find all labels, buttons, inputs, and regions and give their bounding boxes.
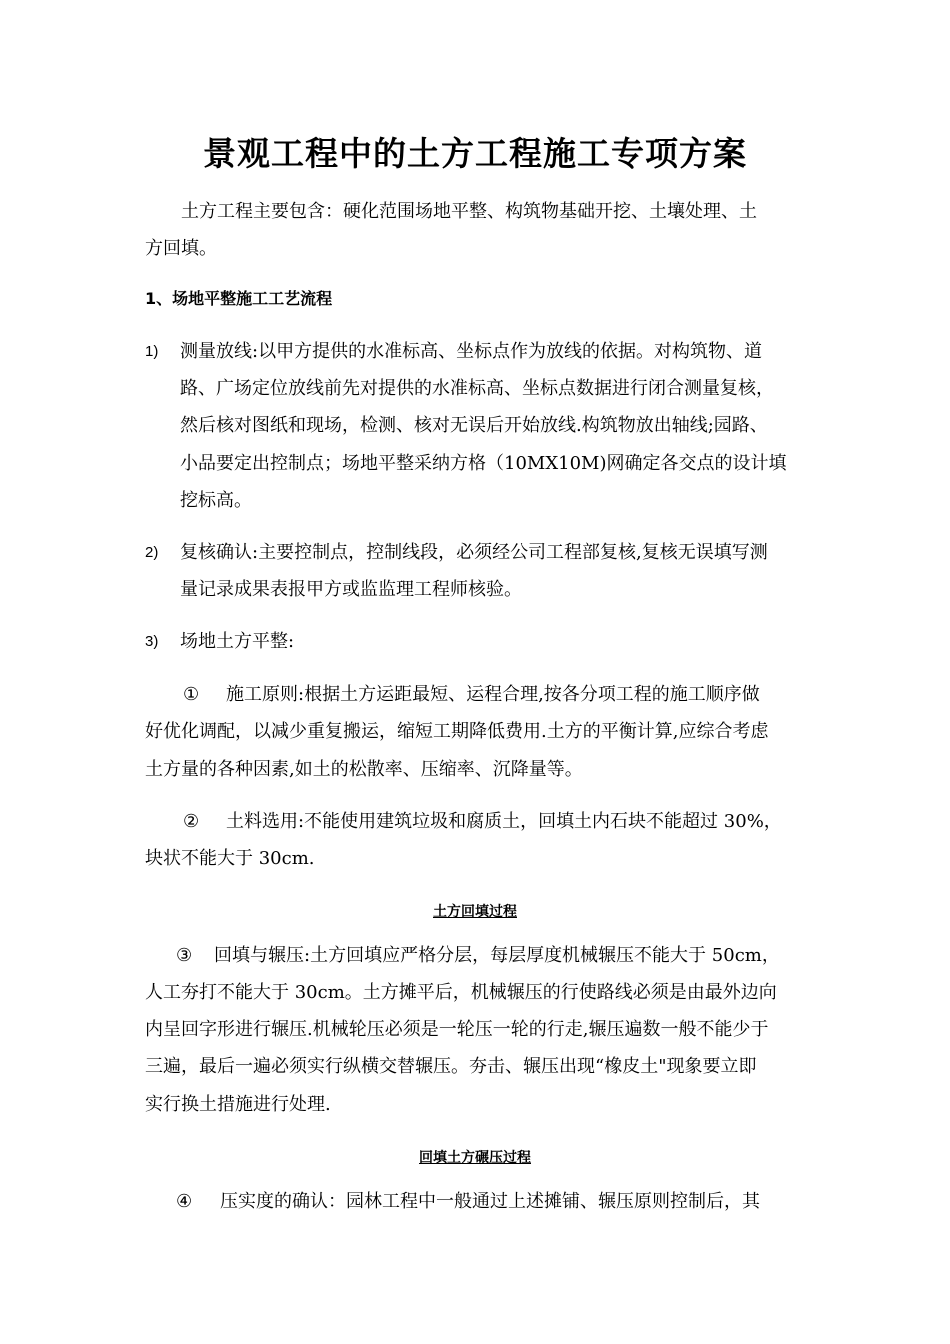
sub-item-line: 施工原则:根据土方运距最短、运程合理,按各分项工程的施工顺序做	[226, 684, 760, 705]
sub-item-line: 人工夯打不能大于 30cm。土方摊平后，机械辗压的行使路线必须是由最外边向	[145, 982, 777, 1003]
sub-item-line: 内呈回字形进行辗压.机械轮压必须是一轮压一轮的行走,辗压遍数一般不能少于	[145, 1019, 769, 1040]
item-number: 3)	[145, 633, 159, 650]
item-line: 量记录成果表报甲方或监监理工程师核验。	[180, 579, 522, 600]
circled-marker: ③	[176, 945, 193, 966]
sub-item-line: 土料选用:不能使用建筑垃圾和腐质土，回填土内石块不能超过 30%，	[226, 811, 782, 832]
item-number: 2)	[145, 544, 159, 561]
sub-item-line: 回填与辗压:土方回填应严格分层，每层厚度机械辗压不能大于 50cm，	[214, 945, 780, 966]
item-line: 然后核对图纸和现场，检测、核对无误后开始放线.构筑物放出轴线;园路、	[180, 415, 768, 436]
sub-item-line: 好优化调配，以减少重复搬运，缩短工期降低费用.土方的平衡计算,应综合考虑	[145, 721, 769, 742]
subsection-heading: 土方回填过程	[433, 904, 517, 920]
sub-item-line: 块状不能大于 30cm.	[145, 848, 315, 869]
intro-line: 方回填。	[145, 238, 217, 259]
sub-item-line: 压实度的确认：园林工程中一般通过上述摊铺、辗压原则控制后，其	[220, 1191, 760, 1212]
subsection-heading: 回填土方碾压过程	[419, 1150, 531, 1166]
sub-item-line: 三遍，最后一遍必须实行纵横交替辗压。夯击、辗压出现“橡皮土"现象要立即	[145, 1056, 757, 1077]
item-line: 场地土方平整:	[180, 631, 295, 652]
sub-item-line: 土方量的各种因素,如土的松散率、压缩率、沉降量等。	[145, 759, 583, 780]
sub-item-line: 实行换土措施进行处理.	[145, 1094, 331, 1115]
item-line: 路、广场定位放线前先对提供的水准标高、坐标点数据进行闭合测量复核，	[180, 378, 774, 399]
item-line: 小品要定出控制点；场地平整采纳方格（10MX10M)网确定各交点的设计填	[180, 453, 787, 474]
circled-marker: ②	[183, 811, 200, 832]
item-line: 挖标高。	[180, 490, 252, 511]
item-line: 复核确认:主要控制点，控制线段，必须经公司工程部复核,复核无误填写测	[180, 542, 768, 563]
item-line: 测量放线:以甲方提供的水准标高、坐标点作为放线的依据。对构筑物、道	[180, 341, 763, 362]
intro-line: 土方工程主要包含：硬化范围场地平整、构筑物基础开挖、土壤处理、土	[181, 201, 757, 222]
circled-marker: ①	[183, 684, 200, 705]
circled-marker: ④	[176, 1191, 193, 1212]
item-number: 1)	[145, 343, 159, 360]
document-title: 景观工程中的土方工程施工专项方案	[203, 134, 747, 173]
section-heading: 1、场地平整施工工艺流程	[145, 289, 333, 308]
